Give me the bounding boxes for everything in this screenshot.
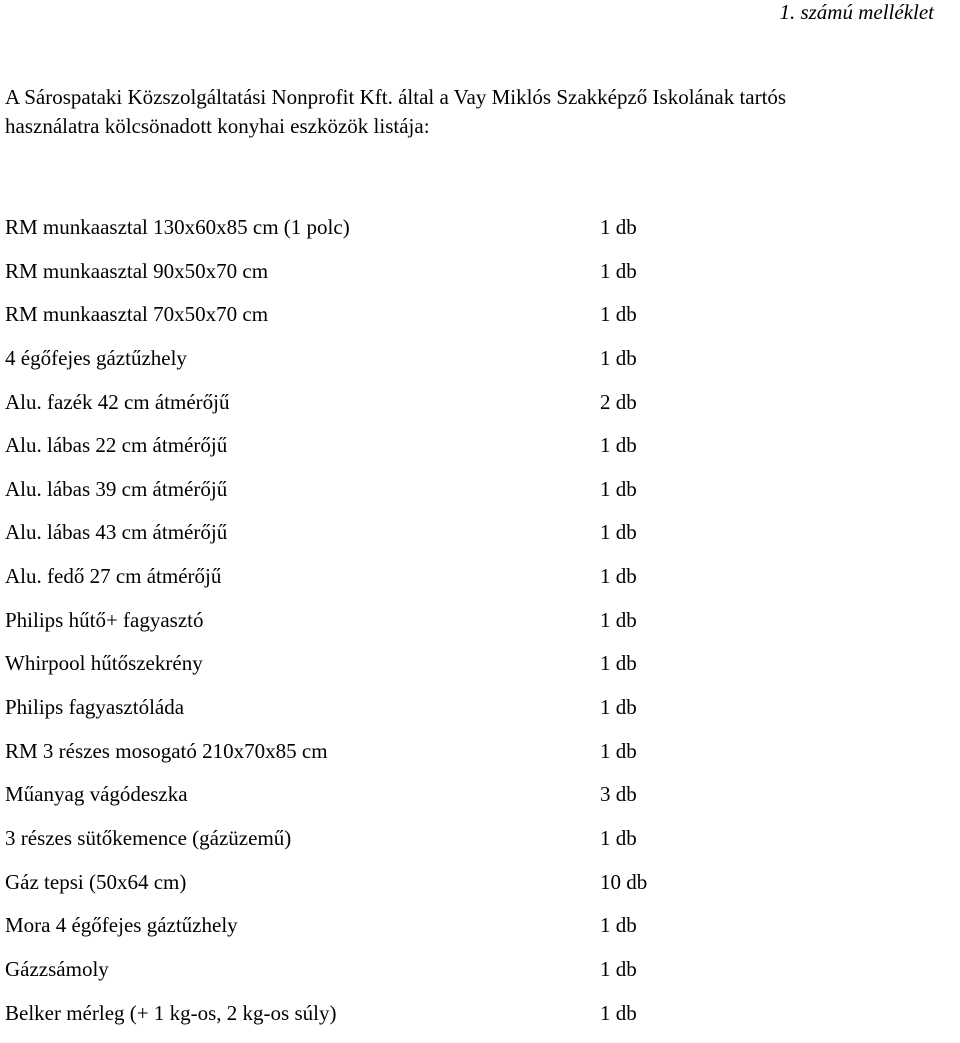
intro-line: A Sárospataki Közszolgáltatási Nonprofit Kft. által a Vay Miklós Szakképző Iskolának tartós — [5, 85, 787, 109]
item-name: RM 3 részes mosogató 210x70x85 cm — [5, 738, 328, 763]
item-quantity: 2 db — [600, 389, 637, 414]
item-name: Belker mérleg (+ 1 kg-os, 2 kg-os súly) — [5, 1000, 337, 1025]
item-name: Philips hűtő+ fagyasztó — [5, 607, 204, 632]
item-name: RM munkaasztal 90x50x70 cm — [5, 258, 269, 283]
item-quantity: 1 db — [600, 607, 637, 632]
item-quantity: 1 db — [600, 913, 637, 938]
equipment-list — [5, 214, 705, 1043]
item-name: Műanyag vágódeszka — [5, 782, 188, 807]
item-quantity: 1 db — [600, 433, 637, 458]
item-quantity: 1 db — [600, 825, 637, 850]
item-name: 4 égőfejes gáztűzhely — [5, 345, 187, 370]
list-item — [5, 432, 705, 476]
intro-line: használatra kölcsönadott konyhai eszközök listája: — [5, 114, 430, 138]
list-item — [5, 781, 705, 825]
item-quantity: 1 db — [600, 564, 637, 589]
list-item — [5, 912, 705, 956]
item-name: RM munkaasztal 130x60x85 cm (1 polc) — [5, 215, 350, 239]
item-name: Alu. lábas 22 cm átmérőjű — [5, 433, 228, 458]
item-name: Mora 4 égőfejes gáztűzhely — [5, 913, 238, 938]
item-quantity: 1 db — [600, 258, 637, 283]
intro-paragraph — [5, 83, 955, 141]
item-name: 3 részes sütőkemence (gázüzemű) — [5, 825, 292, 850]
item-name: Whirpool hűtőszekrény — [5, 651, 203, 676]
list-item — [5, 389, 705, 433]
list-item — [5, 1000, 705, 1043]
item-name: Alu. fazék 42 cm átmérőjű — [5, 389, 230, 414]
list-item — [5, 738, 705, 782]
list-item — [5, 825, 705, 869]
item-quantity: 1 db — [600, 695, 637, 720]
item-quantity: 10 db — [600, 869, 648, 894]
list-item — [5, 694, 705, 738]
item-quantity: 1 db — [600, 1000, 637, 1025]
list-item — [5, 345, 705, 389]
list-item — [5, 563, 705, 607]
list-item — [5, 301, 705, 345]
item-name: Alu. lábas 43 cm átmérőjű — [5, 520, 228, 545]
item-quantity: 1 db — [600, 520, 637, 545]
item-name: Gáz tepsi (50x64 cm) — [5, 869, 187, 894]
list-item — [5, 650, 705, 694]
item-name: Gázzsámoly — [5, 956, 109, 981]
item-name: RM munkaasztal 70x50x70 cm — [5, 302, 269, 327]
item-quantity: 1 db — [600, 738, 637, 763]
item-quantity: 1 db — [600, 956, 637, 981]
item-quantity: 1 db — [600, 345, 637, 370]
item-quantity: 1 db — [600, 215, 637, 239]
list-item — [5, 869, 705, 913]
item-quantity: 3 db — [600, 782, 637, 807]
list-item — [5, 258, 705, 302]
list-item — [5, 956, 705, 1000]
item-name: Philips fagyasztóláda — [5, 695, 185, 720]
item-name: Alu. lábas 39 cm átmérőjű — [5, 476, 228, 501]
list-item — [5, 519, 705, 563]
item-name: Alu. fedő 27 cm átmérőjű — [5, 564, 222, 589]
list-item — [5, 607, 705, 651]
item-quantity: 1 db — [600, 476, 637, 501]
item-quantity: 1 db — [600, 651, 637, 676]
list-item — [5, 214, 705, 258]
item-quantity: 1 db — [600, 302, 637, 327]
annex-label: 1. számú melléklet — [779, 0, 934, 24]
list-item — [5, 476, 705, 520]
